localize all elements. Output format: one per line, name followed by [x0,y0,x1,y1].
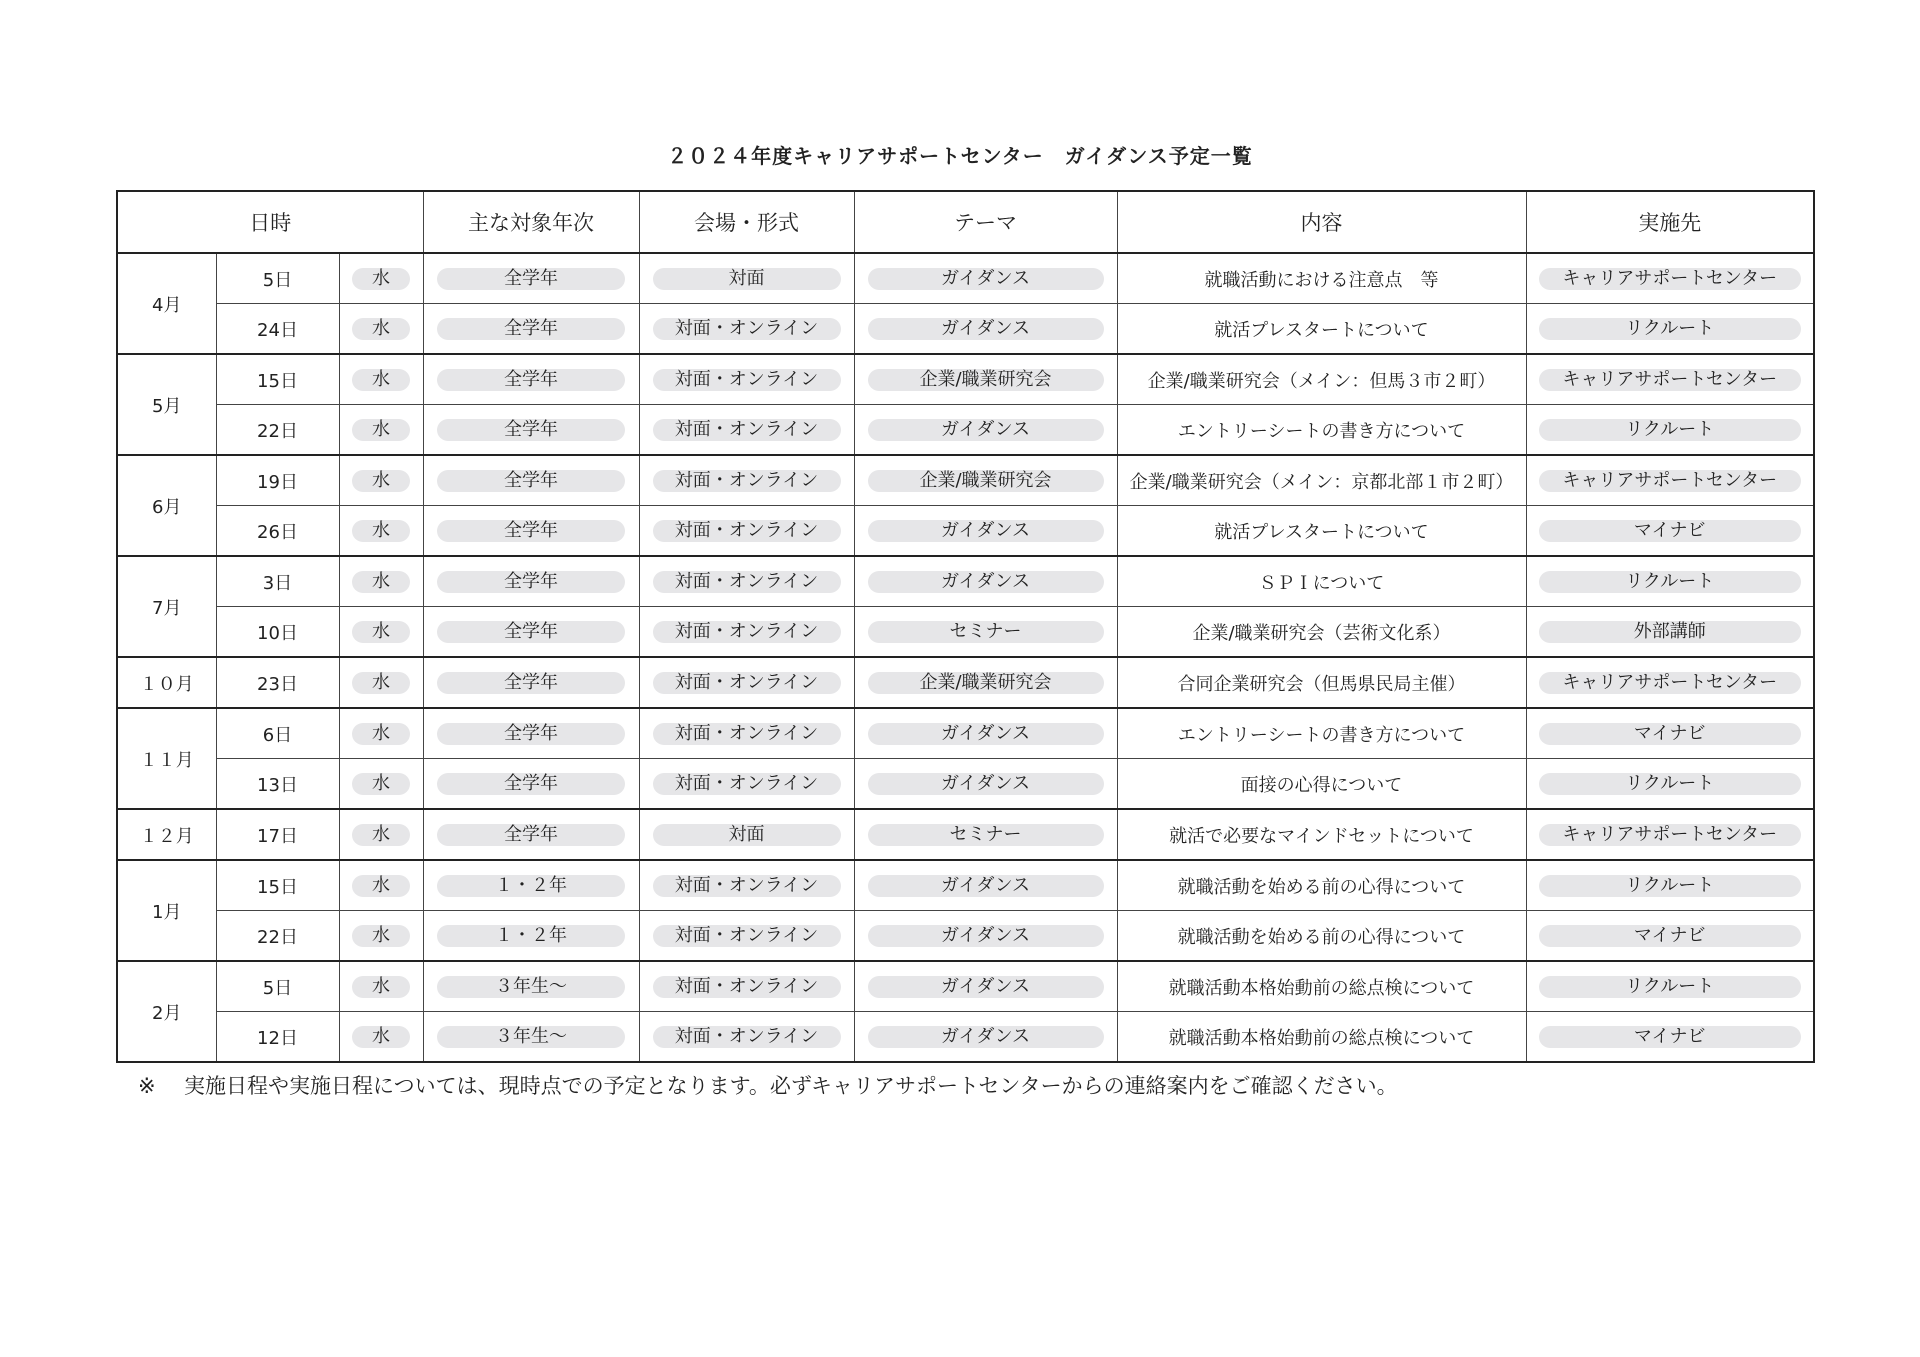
weekday-cell-value: 水 [352,318,410,340]
weekday-cell-value: 水 [352,571,410,593]
month-cell: 6月 [117,455,216,556]
theme-cell [854,860,1117,911]
grade-cell [423,708,639,759]
weekday-cell-value: 水 [352,369,410,391]
weekday-cell [339,455,423,506]
weekday-cell [339,759,423,810]
venue-cell-value: 対面 [653,824,841,846]
theme-cell [854,253,1117,304]
theme-cell [854,506,1117,557]
content-cell: 就職活動本格始動前の総点検について [1117,1012,1526,1063]
theme-cell [854,1012,1117,1063]
weekday-cell-value: 水 [352,419,410,441]
content-cell: エントリーシートの書き方について [1117,708,1526,759]
venue-cell [639,455,854,506]
grade-cell [423,304,639,355]
weekday-cell [339,911,423,962]
month-group [117,809,1814,860]
header-venue: 会場・形式 [639,191,854,253]
host-cell [1526,759,1814,810]
grade-cell-value: １・２年 [437,875,625,897]
content-cell: 就職活動本格始動前の総点検について [1117,961,1526,1012]
venue-cell [639,1012,854,1063]
table-row [117,911,1814,962]
grade-cell-value: ３年生～ [437,976,625,998]
grade-cell-value: １・２年 [437,925,625,947]
weekday-cell-value: 水 [352,875,410,897]
host-cell [1526,405,1814,456]
venue-cell-value: 対面・オンライン [653,520,841,542]
weekday-cell [339,556,423,607]
venue-cell [639,911,854,962]
theme-cell [854,455,1117,506]
weekday-cell [339,809,423,860]
host-cell [1526,354,1814,405]
theme-cell [854,354,1117,405]
host-cell-value: リクルート [1539,976,1801,998]
month-cell: 2月 [117,961,216,1062]
date-cell: 24日 [216,304,339,355]
table-row [117,556,1814,607]
table-row [117,253,1814,304]
host-cell [1526,1012,1814,1063]
header-row [117,191,1814,253]
grade-cell-value: 全学年 [437,621,625,643]
theme-cell [854,809,1117,860]
host-cell [1526,961,1814,1012]
weekday-cell-value: 水 [352,723,410,745]
venue-cell [639,556,854,607]
month-group [117,253,1814,354]
month-group [117,455,1814,556]
content-cell: 企業/職業研究会（メイン：京都北部１市２町） [1117,455,1526,506]
host-cell-value: キャリアサポートセンター [1539,369,1801,391]
host-cell-value: マイナビ [1539,925,1801,947]
month-cell: 4月 [117,253,216,354]
weekday-cell [339,304,423,355]
weekday-cell [339,860,423,911]
grade-cell [423,809,639,860]
weekday-cell-value: 水 [352,520,410,542]
grade-cell-value: 全学年 [437,520,625,542]
venue-cell [639,860,854,911]
content-cell: 企業/職業研究会（芸術文化系） [1117,607,1526,658]
theme-cell-value: ガイダンス [868,723,1104,745]
venue-cell-value: 対面・オンライン [653,925,841,947]
host-cell-value: キャリアサポートセンター [1539,672,1801,694]
date-cell: 6日 [216,708,339,759]
month-group [117,708,1814,809]
grade-cell-value: 全学年 [437,318,625,340]
weekday-cell [339,1012,423,1063]
month-cell: １１月 [117,708,216,809]
host-cell-value: リクルート [1539,419,1801,441]
weekday-cell [339,354,423,405]
table-row [117,657,1814,708]
theme-cell [854,708,1117,759]
date-cell: 19日 [216,455,339,506]
date-cell: 5日 [216,253,339,304]
venue-cell-value: 対面・オンライン [653,419,841,441]
weekday-cell-value: 水 [352,1026,410,1048]
host-cell [1526,607,1814,658]
theme-cell [854,556,1117,607]
host-cell-value: マイナビ [1539,520,1801,542]
grade-cell [423,1012,639,1063]
venue-cell-value: 対面・オンライン [653,621,841,643]
venue-cell-value: 対面・オンライン [653,723,841,745]
month-group [117,961,1814,1062]
content-cell: 就活で必要なマインドセットについて [1117,809,1526,860]
theme-cell-value: ガイダンス [868,925,1104,947]
content-cell: エントリーシートの書き方について [1117,405,1526,456]
grade-cell [423,657,639,708]
weekday-cell [339,657,423,708]
weekday-cell [339,961,423,1012]
theme-cell [854,304,1117,355]
venue-cell [639,405,854,456]
weekday-cell [339,708,423,759]
host-cell-value: リクルート [1539,773,1801,795]
host-cell [1526,506,1814,557]
weekday-cell-value: 水 [352,672,410,694]
date-cell: 3日 [216,556,339,607]
theme-cell-value: ガイダンス [868,520,1104,542]
table-row [117,405,1814,456]
grade-cell [423,405,639,456]
venue-cell-value: 対面・オンライン [653,773,841,795]
month-cell: １０月 [117,657,216,708]
theme-cell-value: ガイダンス [868,773,1104,795]
host-cell-value: キャリアサポートセンター [1539,268,1801,290]
weekday-cell-value: 水 [352,470,410,492]
grade-cell [423,506,639,557]
grade-cell-value: 全学年 [437,419,625,441]
theme-cell-value: ガイダンス [868,318,1104,340]
host-cell-value: リクルート [1539,875,1801,897]
month-group [117,860,1814,961]
theme-cell [854,607,1117,658]
table-row [117,708,1814,759]
host-cell-value: マイナビ [1539,1026,1801,1048]
footnote [138,1070,1398,1100]
host-cell-value: リクルート [1539,318,1801,340]
venue-cell-value: 対面・オンライン [653,318,841,340]
venue-cell [639,304,854,355]
table-row [117,860,1814,911]
venue-cell-value: 対面 [653,268,841,290]
table-row [117,961,1814,1012]
grade-cell-value: 全学年 [437,773,625,795]
venue-cell-value: 対面・オンライン [653,875,841,897]
grade-cell-value: ３年生～ [437,1026,625,1048]
theme-cell [854,961,1117,1012]
weekday-cell [339,506,423,557]
header-host: 実施先 [1526,191,1814,253]
host-cell [1526,556,1814,607]
theme-cell [854,911,1117,962]
host-cell [1526,455,1814,506]
month-cell: 5月 [117,354,216,455]
content-cell: 合同企業研究会（但馬県民局主催） [1117,657,1526,708]
table-row [117,1012,1814,1063]
footnote-mark: ※ [138,1074,156,1098]
theme-cell-value: ガイダンス [868,419,1104,441]
theme-cell-value: ガイダンス [868,1026,1104,1048]
theme-cell-value: ガイダンス [868,875,1104,897]
grade-cell-value: 全学年 [437,571,625,593]
header-grade: 主な対象年次 [423,191,639,253]
venue-cell [639,354,854,405]
theme-cell-value: 企業/職業研究会 [868,369,1104,391]
grade-cell-value: 全学年 [437,723,625,745]
guidance-schedule-table [116,190,1815,1063]
table-row [117,759,1814,810]
weekday-cell-value: 水 [352,268,410,290]
table-row [117,607,1814,658]
venue-cell [639,607,854,658]
venue-cell-value: 対面・オンライン [653,976,841,998]
venue-cell-value: 対面・オンライン [653,369,841,391]
theme-cell [854,405,1117,456]
footnote-text: 実施日程や実施日程については、現時点での予定となります。必ずキャリアサポートセンターからの連絡案内をご確認ください。 [184,1074,1398,1098]
theme-cell-value: 企業/職業研究会 [868,672,1104,694]
header-content: 内容 [1117,191,1526,253]
date-cell: 15日 [216,860,339,911]
grade-cell-value: 全学年 [437,369,625,391]
host-cell [1526,911,1814,962]
weekday-cell [339,405,423,456]
grade-cell [423,961,639,1012]
venue-cell [639,253,854,304]
theme-cell-value: ガイダンス [868,268,1104,290]
venue-cell [639,657,854,708]
theme-cell-value: 企業/職業研究会 [868,470,1104,492]
grade-cell [423,556,639,607]
grade-cell [423,860,639,911]
venue-cell [639,506,854,557]
date-cell: 12日 [216,1012,339,1063]
month-cell: 1月 [117,860,216,961]
table-row [117,354,1814,405]
venue-cell-value: 対面・オンライン [653,470,841,492]
weekday-cell [339,607,423,658]
header-datetime: 日時 [117,191,423,253]
grade-cell [423,253,639,304]
date-cell: 13日 [216,759,339,810]
grade-cell-value: 全学年 [437,672,625,694]
venue-cell [639,809,854,860]
venue-cell [639,961,854,1012]
month-cell: １２月 [117,809,216,860]
table-row [117,455,1814,506]
weekday-cell-value: 水 [352,976,410,998]
grade-cell-value: 全学年 [437,268,625,290]
content-cell: ＳＰＩについて [1117,556,1526,607]
table-row [117,304,1814,355]
date-cell: 26日 [216,506,339,557]
host-cell-value: リクルート [1539,571,1801,593]
theme-cell [854,759,1117,810]
theme-cell-value: ガイダンス [868,571,1104,593]
weekday-cell-value: 水 [352,925,410,947]
host-cell [1526,860,1814,911]
grade-cell [423,607,639,658]
content-cell: 就活プレスタートについて [1117,506,1526,557]
month-group [117,354,1814,455]
date-cell: 17日 [216,809,339,860]
date-cell: 23日 [216,657,339,708]
host-cell-value: キャリアサポートセンター [1539,824,1801,846]
host-cell [1526,253,1814,304]
venue-cell-value: 対面・オンライン [653,1026,841,1048]
host-cell-value: マイナビ [1539,723,1801,745]
content-cell: 就職活動を始める前の心得について [1117,911,1526,962]
weekday-cell-value: 水 [352,621,410,643]
page-title: ２０２４年度キャリアサポートセンター ガイダンス予定一覧 [667,144,1253,168]
date-cell: 15日 [216,354,339,405]
content-cell: 就職活動を始める前の心得について [1117,860,1526,911]
grade-cell-value: 全学年 [437,824,625,846]
host-cell [1526,708,1814,759]
content-cell: 面接の心得について [1117,759,1526,810]
date-cell: 22日 [216,405,339,456]
venue-cell [639,708,854,759]
header-theme: テーマ [854,191,1117,253]
weekday-cell-value: 水 [352,773,410,795]
grade-cell [423,455,639,506]
theme-cell-value: ガイダンス [868,976,1104,998]
date-cell: 10日 [216,607,339,658]
month-group [117,556,1814,657]
host-cell [1526,657,1814,708]
table-row [117,809,1814,860]
month-group [117,657,1814,708]
theme-cell-value: セミナー [868,824,1104,846]
date-cell: 22日 [216,911,339,962]
host-cell-value: キャリアサポートセンター [1539,470,1801,492]
grade-cell [423,354,639,405]
grade-cell [423,911,639,962]
host-cell [1526,304,1814,355]
theme-cell [854,657,1117,708]
venue-cell-value: 対面・オンライン [653,672,841,694]
host-cell-value: 外部講師 [1539,621,1801,643]
content-cell: 企業/職業研究会（メイン：但馬３市２町） [1117,354,1526,405]
host-cell [1526,809,1814,860]
grade-cell-value: 全学年 [437,470,625,492]
table-row [117,506,1814,557]
date-cell: 5日 [216,961,339,1012]
grade-cell [423,759,639,810]
content-cell: 就活プレスタートについて [1117,304,1526,355]
weekday-cell [339,253,423,304]
venue-cell [639,759,854,810]
theme-cell-value: セミナー [868,621,1104,643]
content-cell: 就職活動における注意点 等 [1117,253,1526,304]
month-cell: 7月 [117,556,216,657]
weekday-cell-value: 水 [352,824,410,846]
venue-cell-value: 対面・オンライン [653,571,841,593]
